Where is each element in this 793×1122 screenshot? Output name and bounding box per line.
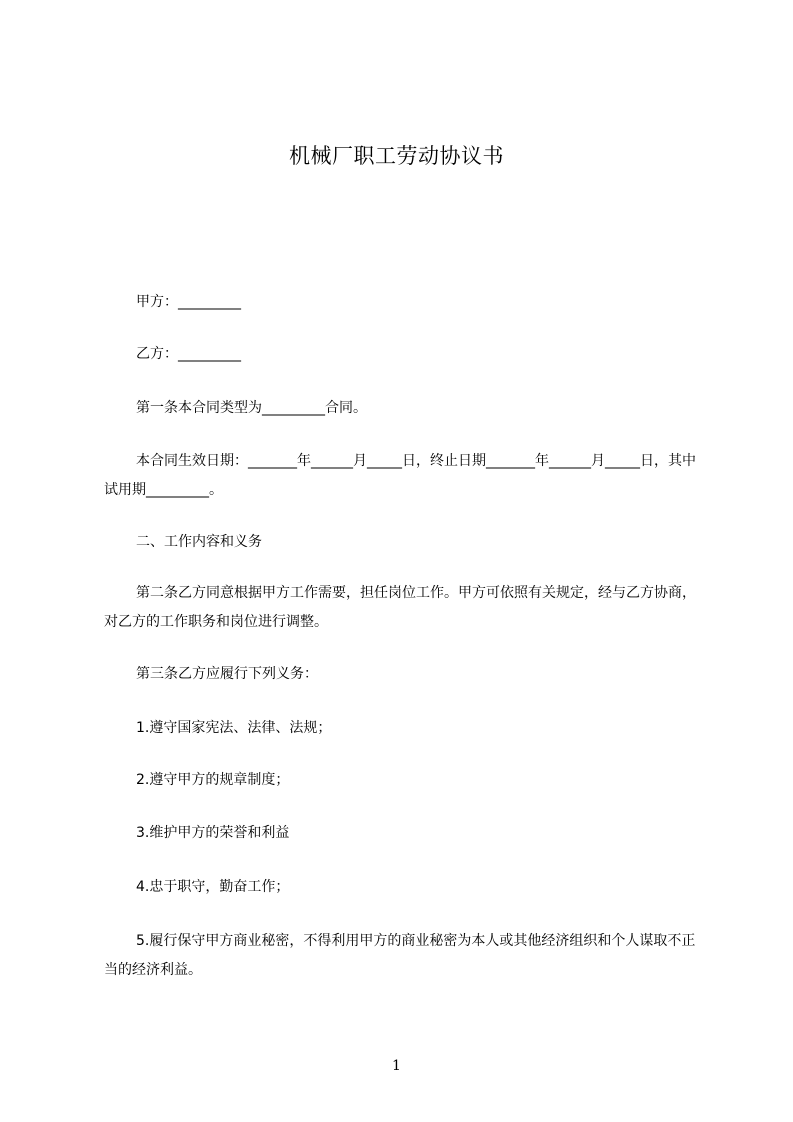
document-title: 机械厂职工劳动协议书: [289, 144, 504, 168]
list-item: 3.维护甲方的荣誉和利益: [136, 825, 290, 841]
page-number: 1: [392, 1058, 401, 1074]
list-item: 5.履行保守甲方商业秘密，不得利用甲方的商业秘密为本人或其他经济组织和个人谋取不正当的经济利益。: [104, 933, 696, 978]
section-2-heading: 二、工作内容和义务: [136, 534, 262, 550]
list-item: 1.遵守国家宪法、法律、法规；: [136, 720, 332, 736]
list-item: 4.忠于职守，勤奋工作；: [136, 879, 290, 895]
article-2-paragraph: 第二条乙方同意根据甲方工作需要，担任岗位工作。甲方可依照有关规定，经与乙方协商，对乙方的工作职务和岗位进行调整。: [104, 585, 696, 630]
party-a-line: 甲方：_________: [136, 294, 241, 310]
article-1-contract-type: 第一条本合同类型为_________合同。: [136, 400, 367, 416]
list-item: 2.遵守甲方的规章制度；: [136, 772, 290, 788]
party-b-line: 乙方：_________: [136, 346, 241, 362]
article-3-heading: 第三条乙方应履行下列义务：: [136, 666, 318, 682]
effective-dates-paragraph: 本合同生效日期：_______年______月_____日，终止日期_______年______月_____日，其中试用期_________。: [104, 453, 696, 498]
